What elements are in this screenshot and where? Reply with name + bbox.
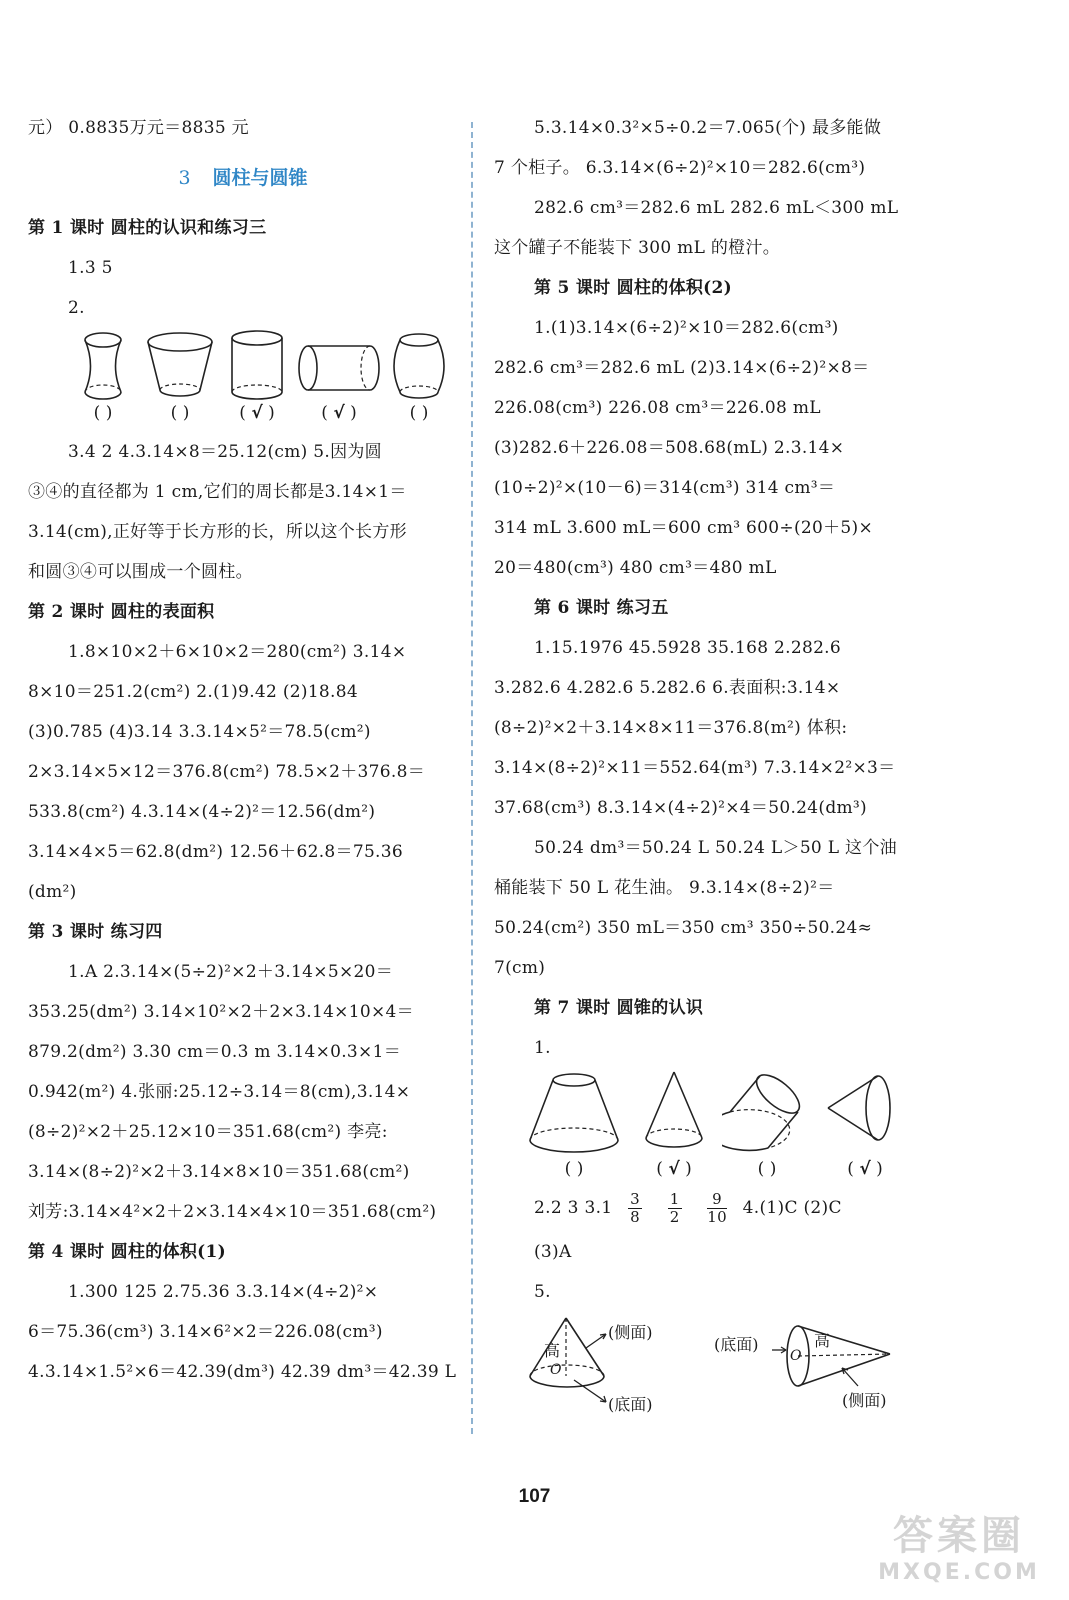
answer-line: (3)A <box>534 1242 572 1262</box>
answer-line: 314 mL 3.600 mL＝600 cm³ 600÷(20＋5)× <box>494 518 874 538</box>
figure-item <box>222 328 292 428</box>
answer-bracket: ( √ ) <box>239 403 275 423</box>
answer-line: 1.300 125 2.75.36 3.3.14×(4÷2)²× <box>68 1282 379 1302</box>
answer-line: (3)0.785 (4)3.14 3.3.14×5²＝78.5(cm²) <box>28 722 371 742</box>
figure-item <box>820 1068 910 1184</box>
answer-bracket: ( √ ) <box>656 1159 692 1179</box>
check-icon: √ <box>859 1159 871 1179</box>
answer-line: 282.6 cm³＝282.6 mL (2)3.14×(6÷2)²×8＝ <box>494 358 870 378</box>
answer-line: 2. <box>68 298 85 318</box>
cone-figure <box>494 1068 924 1184</box>
lesson-heading: 第 4 课时 圆柱的体积(1) <box>28 1242 226 1262</box>
lesson-heading: 第 5 课时 圆柱的体积(2) <box>534 278 732 298</box>
answer-line: 这个罐子不能装下 300 mL 的橙汁。 <box>494 238 781 258</box>
fraction: $\frac{9}{10}$ <box>707 1190 727 1226</box>
lesson-heading: 第 1 课时 圆柱的认识和练习三 <box>28 218 267 238</box>
answer-line: 3.14×4×5＝62.8(dm²) 12.56＋62.8＝75.36 <box>28 842 403 862</box>
section-name: 圆柱与圆锥 <box>212 167 308 189</box>
answer-line: (dm²) <box>28 882 77 902</box>
watermark-logo <box>859 1512 1059 1592</box>
lesson-heading: 第 3 课时 练习四 <box>28 922 163 942</box>
answer-line: 1.(1)3.14×(6÷2)²×10＝282.6(cm³) <box>534 318 839 338</box>
answer-line: 0.942(m²) 4.张丽:25.12÷3.14＝8(cm),3.14× <box>28 1082 411 1102</box>
check-icon: √ <box>251 403 263 423</box>
answer-line: 3.14×(8÷2)²×11＝552.64(m³) 7.3.14×2²×3＝ <box>494 758 896 778</box>
side-label: (侧面) <box>608 1323 653 1342</box>
section-title <box>28 148 458 208</box>
figure-item <box>68 328 138 428</box>
answer-line: 50.24(cm²) 350 mL＝350 cm³ 350÷50.24≈ <box>494 918 873 938</box>
answer-line: 7 个柜子。 6.3.14×(6÷2)²×10＝282.6(cm³) <box>494 158 866 178</box>
figure-item <box>634 1068 714 1184</box>
figure-item <box>294 328 384 428</box>
answer-line: 桶能装下 50 L 花生油。 9.3.14×(8÷2)²＝ <box>494 878 835 898</box>
base-label: (底面) <box>608 1395 653 1414</box>
answer-line: 3.282.6 4.282.6 5.282.6 6.表面积:3.14× <box>494 678 841 698</box>
watermark-url: MXQE.COM <box>878 1560 1040 1585</box>
center-label: O <box>790 1348 802 1364</box>
answer-line: 353.25(dm²) 3.14×10²×2＋2×3.14×10×4＝ <box>28 1002 414 1022</box>
answer-line: ③④的直径都为 1 cm,它们的周长都是3.14×1＝ <box>28 482 407 502</box>
height-label: 高 <box>814 1331 831 1350</box>
answer-line: 1.A 2.3.14×(5÷2)²×2＋3.14×5×20＝ <box>68 962 394 982</box>
answer-line: 7(cm) <box>494 958 546 978</box>
base-label: (底面) <box>714 1335 759 1354</box>
column-divider <box>471 122 473 1434</box>
fraction: $\frac{1}{2}$ <box>669 1190 680 1226</box>
answer-bracket: ( ) <box>93 403 113 423</box>
answer-line: 20＝480(cm³) 480 cm³＝480 mL <box>494 558 777 578</box>
answer-line: (8÷2)²×2＋25.12×10＝351.68(cm²) 李亮: <box>28 1122 388 1142</box>
answer-line: 3.4 2 4.3.14×8＝25.12(cm) 5.因为圆 <box>68 442 382 462</box>
answer-bracket: ( ) <box>170 403 190 423</box>
figure-item <box>524 1068 624 1184</box>
lesson-heading: 第 6 课时 练习五 <box>534 598 669 618</box>
fraction: $\frac{3}{8}$ <box>630 1190 640 1226</box>
lesson-heading: 第 2 课时 圆柱的表面积 <box>28 602 215 622</box>
figure-item <box>384 328 454 428</box>
figure-item <box>140 328 220 428</box>
answer-line: 879.2(dm²) 3.30 cm＝0.3 m 3.14×0.3×1＝ <box>28 1042 402 1062</box>
answer-line: (8÷2)²×2＋3.14×8×11＝376.8(m²) 体积: <box>494 718 848 738</box>
check-icon: √ <box>668 1159 680 1179</box>
left-column <box>28 108 458 1392</box>
answer-line: 3.14(cm),正好等于长方形的长，所以这个长方形 <box>28 522 407 542</box>
answer-bracket: ( ) <box>757 1159 777 1179</box>
cone-label-figure <box>494 1312 924 1416</box>
answer-line: 1.15.1976 45.5928 35.168 2.282.6 <box>534 638 841 658</box>
watermark-text: 答案圈 <box>893 1513 1025 1559</box>
answer-line: 533.8(cm²) 4.3.14×(4÷2)²＝12.56(dm²) <box>28 802 376 822</box>
section-number: 3 <box>178 167 191 189</box>
lesson-heading: 第 7 课时 圆锥的认识 <box>534 998 704 1018</box>
answer-line: 6＝75.36(cm³) 3.14×6²×2＝226.08(cm³) <box>28 1322 383 1342</box>
answer-line: 37.68(cm³) 8.3.14×(4÷2)²×4＝50.24(dm³) <box>494 798 867 818</box>
answer-line: 1. <box>534 1038 551 1058</box>
height-label: 高 <box>544 1341 561 1360</box>
answer-bracket: ( √ ) <box>847 1159 883 1179</box>
answer-line: (3)282.6＋226.08＝508.68(mL) 2.3.14× <box>494 438 845 458</box>
figure-item <box>722 1068 812 1184</box>
answer-line: 刘芳:3.14×4²×2＋2×3.14×4×10＝351.68(cm²) <box>28 1202 437 1222</box>
answer-line: 282.6 cm³＝282.6 mL 282.6 mL＜300 mL <box>534 198 899 218</box>
answer-line: 4.3.14×1.5²×6＝42.39(dm³) 42.39 dm³＝42.39 L <box>28 1362 457 1382</box>
answer-bracket: ( √ ) <box>321 403 357 423</box>
cylinder-figure <box>28 328 458 432</box>
answer-line: 元） 0.8835万元＝8835 元 <box>28 118 249 138</box>
answer-line: 2×3.14×5×12＝376.8(cm²) 78.5×2＋376.8＝ <box>28 762 426 782</box>
answer-line: 3.14×(8÷2)²×2＋3.14×8×10＝351.68(cm²) <box>28 1162 410 1182</box>
answer-line: 1.8×10×2＋6×10×2＝280(cm²) 3.14× <box>68 642 407 662</box>
center-label: O <box>550 1362 562 1378</box>
answer-line: 2.2 3 3.1 $\frac{3}{8}$ $\frac{1}{2}$ $\frac{9}{10}$ 4.(1)C (2)C <box>534 1190 842 1226</box>
labeled-cone-1 <box>524 1312 704 1416</box>
side-label: (侧面) <box>842 1391 887 1410</box>
answer-line: 和圆③④可以围成一个圆柱。 <box>28 562 253 582</box>
answer-bracket: ( ) <box>564 1159 584 1179</box>
answer-line: 5.3.14×0.3²×5÷0.2＝7.065(个) 最多能做 <box>534 118 882 138</box>
answer-line: 8×10＝251.2(cm²) 2.(1)9.42 (2)18.84 <box>28 682 358 702</box>
answer-line: 5. <box>534 1282 551 1302</box>
page-number: 107 <box>518 1486 551 1507</box>
check-icon: √ <box>333 403 345 423</box>
answer-line: 1.3 5 <box>68 258 113 278</box>
labeled-cone-2 <box>714 1312 924 1416</box>
answer-line: 226.08(cm³) 226.08 cm³＝226.08 mL <box>494 398 821 418</box>
answer-bracket: ( ) <box>409 403 429 423</box>
right-column <box>494 108 924 1416</box>
answer-line: 50.24 dm³＝50.24 L 50.24 L＞50 L 这个油 <box>534 838 897 858</box>
answer-line: (10÷2)²×(10－6)＝314(cm³) 314 cm³＝ <box>494 478 836 498</box>
